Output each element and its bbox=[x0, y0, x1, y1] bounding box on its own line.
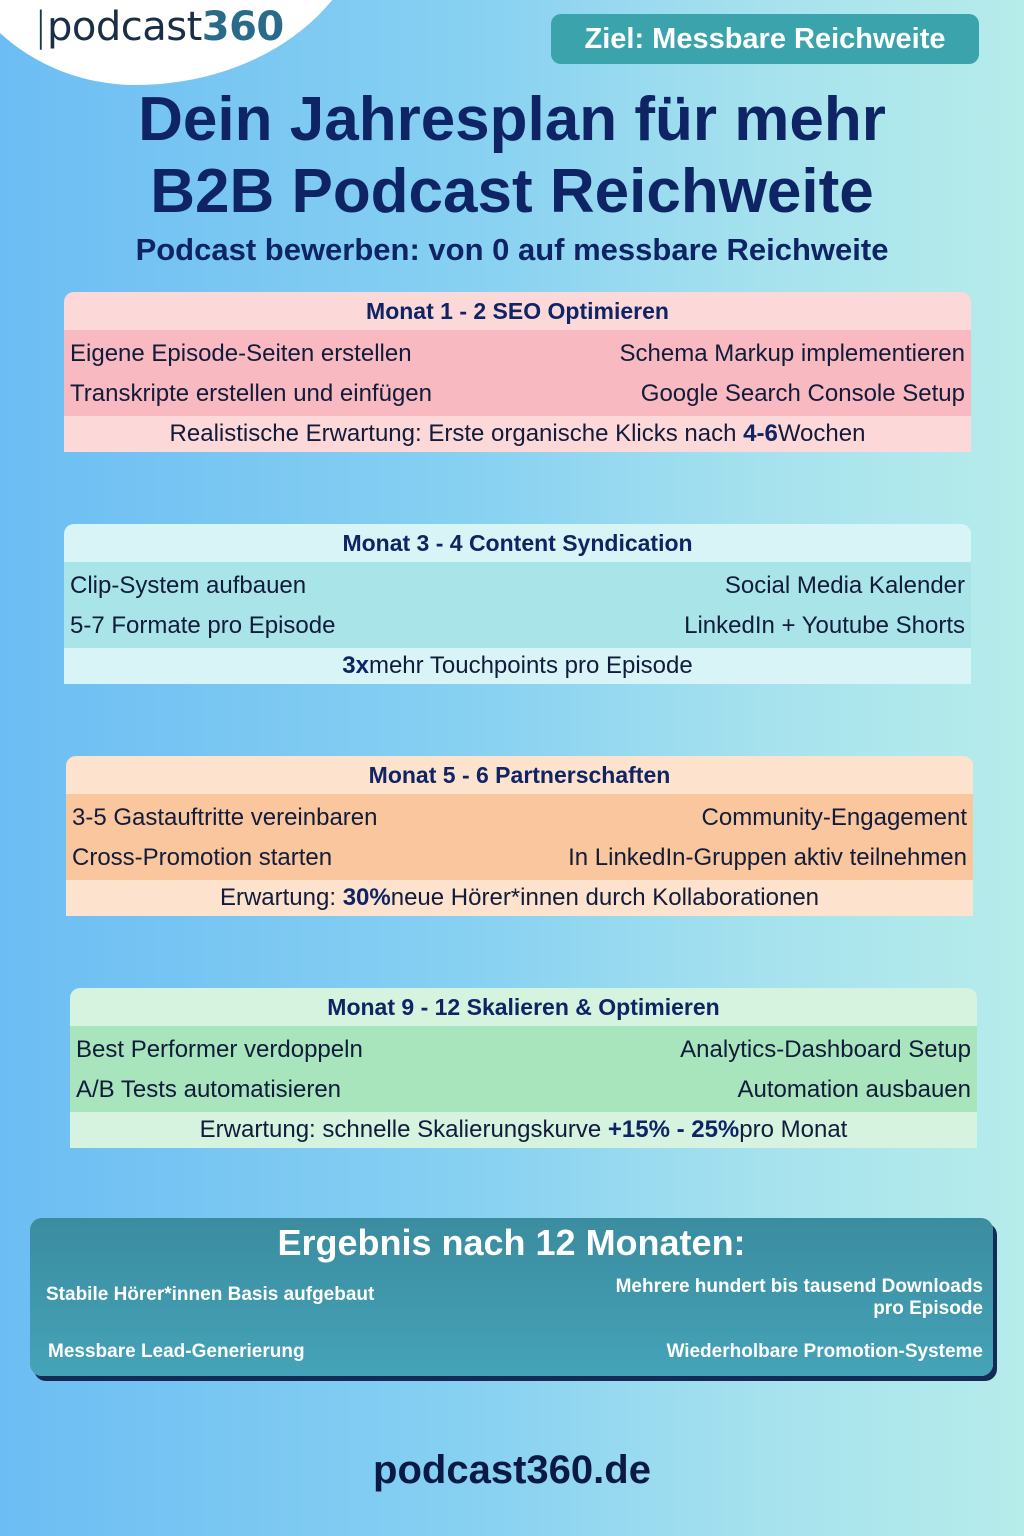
phase-card-content-syndication bbox=[64, 524, 971, 684]
expectation-text: pro Monat bbox=[739, 1116, 848, 1143]
website-url[interactable]: podcast360.de bbox=[373, 1448, 651, 1492]
phase-heading: Monat 5 - 6 Partnerschaften bbox=[66, 756, 973, 794]
result-item-line: pro Episode bbox=[873, 1298, 983, 1319]
phase-heading: Monat 1 - 2 SEO Optimieren bbox=[64, 292, 971, 330]
logo-number: 360 bbox=[201, 4, 284, 50]
phase-card-partnerships bbox=[66, 756, 973, 916]
logo-bar: | bbox=[34, 4, 47, 50]
page-title bbox=[0, 84, 1024, 228]
task-item: A/B Tests automatisieren bbox=[76, 1076, 342, 1103]
result-item bbox=[616, 1276, 983, 1320]
task-item: Best Performer verdoppeln bbox=[76, 1036, 363, 1063]
task-item: Cross-Promotion starten bbox=[72, 844, 333, 871]
expectation-highlight: +15% - 25% bbox=[607, 1116, 740, 1143]
expectation-highlight: 4-6 bbox=[743, 420, 778, 447]
phase-heading: Monat 3 - 4 Content Syndication bbox=[64, 524, 971, 562]
task-item: Community-Engagement bbox=[701, 804, 967, 831]
task-item: Schema Markup implementieren bbox=[619, 340, 965, 367]
phase-expectation bbox=[70, 1112, 977, 1148]
brand-logo bbox=[34, 4, 284, 50]
task-item: Analytics-Dashboard Setup bbox=[680, 1036, 971, 1063]
expectation-text: Realistische Erwartung: Erste organische Klicks nach bbox=[169, 420, 737, 447]
task-item: Eigene Episode-Seiten erstellen bbox=[70, 340, 412, 367]
result-item: Messbare Lead-Generierung bbox=[48, 1341, 305, 1362]
expectation-text: mehr Touchpoints pro Episode bbox=[368, 652, 693, 679]
phase-heading: Monat 9 - 12 Skalieren & Optimieren bbox=[70, 988, 977, 1026]
task-item: 3-5 Gastauftritte vereinbaren bbox=[72, 804, 378, 831]
phase-tasks bbox=[64, 562, 971, 648]
title-line-2: B2B Podcast Reichweite bbox=[150, 157, 874, 226]
result-summary-box bbox=[30, 1218, 993, 1376]
phase-tasks bbox=[64, 330, 971, 416]
result-item: Stabile Hörer*innen Basis aufgebaut bbox=[46, 1284, 375, 1305]
task-item: Clip-System aufbauen bbox=[70, 572, 307, 599]
task-item: Social Media Kalender bbox=[724, 572, 965, 599]
phase-card-scaling bbox=[70, 988, 977, 1148]
result-item: Wiederholbare Promotion-Systeme bbox=[666, 1341, 983, 1362]
expectation-text: Erwartung: schnelle Skalierungskurve bbox=[199, 1116, 602, 1143]
expectation-text: neue Hörer*innen durch Kollaborationen bbox=[390, 884, 820, 911]
result-item-line: Mehrere hundert bis tausend Downloads bbox=[615, 1276, 983, 1297]
task-item: Google Search Console Setup bbox=[640, 380, 965, 407]
task-item: Automation ausbauen bbox=[737, 1076, 971, 1103]
phase-tasks bbox=[66, 794, 973, 880]
page-subtitle: Podcast bewerben: von 0 auf messbare Reichweite bbox=[135, 232, 889, 267]
expectation-highlight: 30% bbox=[342, 884, 391, 911]
goal-badge: Ziel: Messbare Reichweite bbox=[551, 14, 979, 64]
phase-expectation bbox=[64, 648, 971, 684]
expectation-text: Erwartung: bbox=[219, 884, 337, 911]
task-item: LinkedIn + Youtube Shorts bbox=[684, 612, 965, 639]
phase-card-seo bbox=[64, 292, 971, 452]
task-item: In LinkedIn-Gruppen aktiv teilnehmen bbox=[568, 844, 967, 871]
result-title: Ergebnis nach 12 Monaten: bbox=[277, 1222, 746, 1263]
phase-expectation bbox=[66, 880, 973, 916]
phase-tasks bbox=[70, 1026, 977, 1112]
task-item: Transkripte erstellen und einfügen bbox=[70, 380, 432, 407]
phase-expectation bbox=[64, 416, 971, 452]
title-line-1: Dein Jahresplan für mehr bbox=[138, 85, 886, 154]
task-item: 5-7 Formate pro Episode bbox=[70, 612, 336, 639]
expectation-highlight: 3x bbox=[342, 652, 369, 679]
expectation-text: Wochen bbox=[777, 420, 866, 447]
logo-word: podcast bbox=[46, 4, 202, 50]
